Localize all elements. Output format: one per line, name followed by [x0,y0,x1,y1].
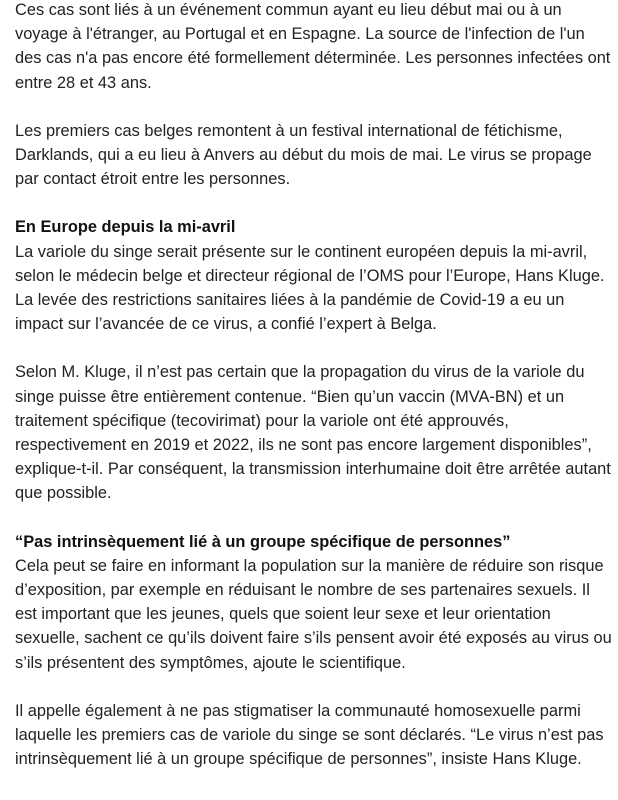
article-body [15,0,615,795]
paragraph-darklands-festival: Les premiers cas belges remontent à un festival international de fétichisme, Darklands, qui a eu lieu à Anvers au début du mois de mai. Le virus se propage par contact étroit entre les personnes. [15,121,592,189]
paragraph-vaccine-treatment: Selon M. Kluge, il n’est pas certain que la propagation du virus de la variole du singe puisse être entièrement contenue. “Bien qu’un vaccin (MVA-BN) et un traitement spécifique (tecovirimat) pour la variole ont été approuvés, respectivement en 2019 et 2022, ils ne sont pas encore largement disponibles”, explique-t-il. Par conséquent, la transmission interhumaine doit être arrêtée autant que possible. [15,363,611,503]
section-heading-not-linked-group: “Pas intrinsèquement lié à un groupe spécifique de personnes” [15,532,511,551]
paragraph-exposure-risk: Cela peut se faire en informant la population sur la manière de réduire son risque d’exposition, par exemple en réduisant le nombre de ses partenaires sexuels. Il est important que les jeunes, quels que soient leur sexe et leur orientation sexuelle, sachent ce qu’ils doivent faire s’ils pensent avoir été exposés au virus ou s’ils présentent des symptômes, ajoute le scientifique. [15,556,612,672]
paragraph-cases-origin: Ces cas sont liés à un événement commun ayant eu lieu début mai ou à un voyage à l'étranger, au Portugal et en Espagne. La source de l'infection de l'un des cas n'a pas encore été formellement déterminée. Les personnes infectées ont entre 28 et 43 ans. [15,1,611,92]
paragraph-stigmatisation: Il appelle également à ne pas stigmatiser la communauté homosexuelle parmi laquelle les premiers cas de variole du singe se sont déclarés. “Le virus n’est pas intrinsèquement lié à un groupe spécifique de personnes”, insiste Hans Kluge. [15,701,604,769]
section-heading-europe: En Europe depuis la mi-avril [15,218,236,237]
paragraph-who-kluge: La variole du singe serait présente sur le continent européen depuis la mi-avril, selon le médecin belge et directeur régional de l’OMS pour l’Europe, Hans Kluge. La levée des restrictions sanitaires liées à la pandémie de Covid-19 a eu un impact sur l’avancée de ce virus, a confié l’expert à Belga. [15,242,605,334]
